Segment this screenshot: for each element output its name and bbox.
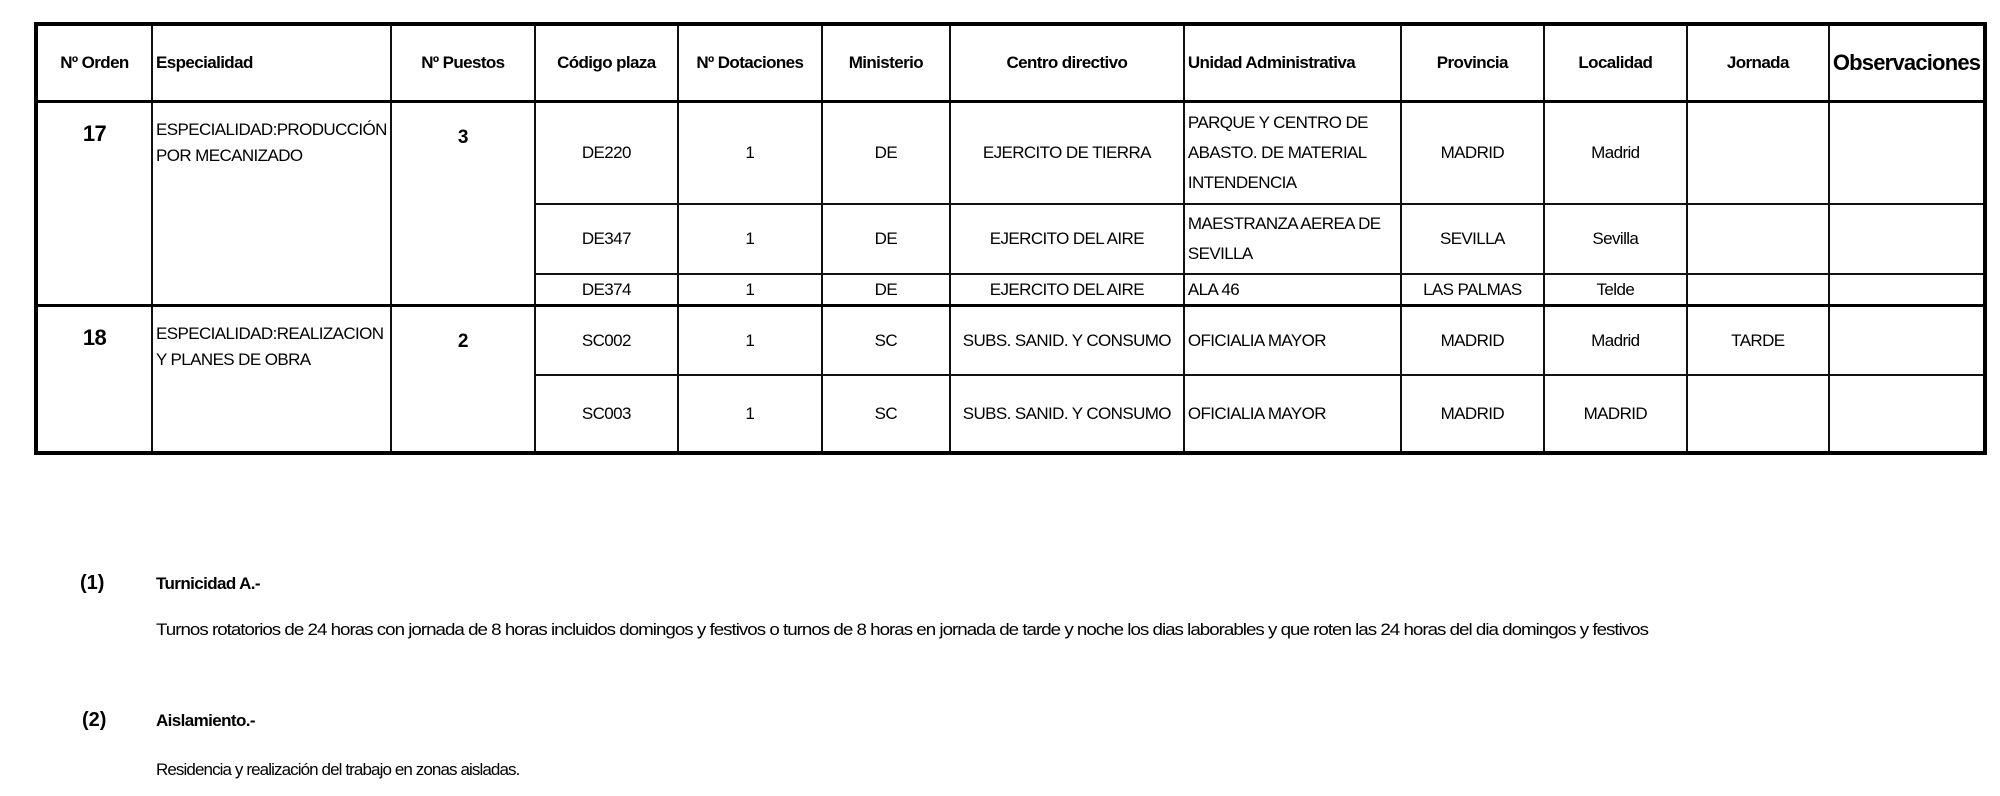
dotaciones-cell: 1 — [678, 306, 822, 376]
dotaciones-cell: 1 — [678, 102, 822, 205]
header-codigo: Código plaza — [535, 24, 678, 102]
centro-cell: EJERCITO DEL AIRE — [950, 274, 1184, 306]
jornada-cell — [1687, 375, 1829, 453]
note-2-number: (2) — [82, 709, 107, 731]
codigo-cell: DE374 — [535, 274, 678, 306]
header-localidad: Localidad — [1544, 24, 1687, 102]
table-row — [36, 306, 1985, 376]
localidad-cell: Madrid — [1544, 102, 1687, 205]
note-2-title: Aislamiento.- — [156, 711, 255, 730]
note-1-title: Turnicidad A.- — [156, 574, 260, 593]
dotaciones-cell: 1 — [678, 204, 822, 274]
ministerio-cell: DE — [822, 204, 950, 274]
centro-cell: SUBS. SANID. Y CONSUMO — [950, 306, 1184, 376]
provincia-cell: MADRID — [1401, 306, 1544, 376]
centro-cell: SUBS. SANID. Y CONSUMO — [950, 375, 1184, 453]
observaciones-cell — [1829, 274, 1985, 306]
provincia-cell: MADRID — [1401, 102, 1544, 205]
localidad-cell: Sevilla — [1544, 204, 1687, 274]
codigo-cell: DE220 — [535, 102, 678, 205]
observaciones-cell — [1829, 375, 1985, 453]
localidad-cell: Madrid — [1544, 306, 1687, 376]
header-centro: Centro directivo — [950, 24, 1184, 102]
header-jornada: Jornada — [1687, 24, 1829, 102]
header-dotaciones: Nº Dotaciones — [678, 24, 822, 102]
codigo-cell: SC002 — [535, 306, 678, 376]
orden-cell: 18 — [36, 306, 152, 454]
centro-cell: EJERCITO DE TIERRA — [950, 102, 1184, 205]
ministerio-cell: SC — [822, 306, 950, 376]
unidad-cell: MAESTRANZA AEREA DE SEVILLA — [1184, 204, 1401, 274]
jornada-cell — [1687, 102, 1829, 205]
unidad-cell: ALA 46 — [1184, 274, 1401, 306]
header-provincia: Provincia — [1401, 24, 1544, 102]
ministerio-cell: SC — [822, 375, 950, 453]
header-unidad: Unidad Administrativa — [1184, 24, 1401, 102]
localidad-cell: MADRID — [1544, 375, 1687, 453]
header-orden: Nº Orden — [36, 24, 152, 102]
centro-cell: EJERCITO DEL AIRE — [950, 204, 1184, 274]
table-row — [36, 102, 1985, 205]
codigo-cell: SC003 — [535, 375, 678, 453]
ministerio-cell: DE — [822, 274, 950, 306]
codigo-cell: DE347 — [535, 204, 678, 274]
dotaciones-cell: 1 — [678, 274, 822, 306]
unidad-cell: OFICIALIA MAYOR — [1184, 306, 1401, 376]
jornada-cell — [1687, 204, 1829, 274]
provincia-cell: MADRID — [1401, 375, 1544, 453]
header-puestos: Nº Puestos — [391, 24, 535, 102]
orden-cell: 17 — [36, 102, 152, 306]
note-1-number: (1) — [80, 572, 105, 594]
observaciones-cell — [1829, 102, 1985, 205]
dotaciones-cell: 1 — [678, 375, 822, 453]
provincia-cell: SEVILLA — [1401, 204, 1544, 274]
unidad-cell: OFICIALIA MAYOR — [1184, 375, 1401, 453]
header-row — [36, 24, 1985, 102]
observaciones-cell — [1829, 306, 1985, 376]
especialidad-cell: ESPECIALIDAD:PRODUCCIÓN POR MECANIZADO — [152, 102, 391, 306]
plazas-table — [34, 22, 1987, 455]
puestos-cell: 2 — [391, 306, 535, 454]
jornada-cell: TARDE — [1687, 306, 1829, 376]
especialidad-cell: ESPECIALIDAD:REALIZACION Y PLANES DE OBRA — [152, 306, 391, 454]
unidad-cell: PARQUE Y CENTRO DE ABASTO. DE MATERIAL INTENDENCIA — [1184, 102, 1401, 205]
provincia-cell: LAS PALMAS — [1401, 274, 1544, 306]
header-especialidad: Especialidad — [152, 24, 391, 102]
header-ministerio: Ministerio — [822, 24, 950, 102]
observaciones-cell — [1829, 204, 1985, 274]
localidad-cell: Telde — [1544, 274, 1687, 306]
jornada-cell — [1687, 274, 1829, 306]
note-2-text: Residencia y realización del trabajo en zonas aisladas. — [156, 760, 520, 779]
header-observaciones: Observaciones — [1829, 24, 1985, 102]
note-1-text: Turnos rotatorios de 24 horas con jornada de 8 horas incluidos domingos y festivos o turnos de 8 horas en jornada de tarde y noche los dias laborables y que roten las 24 horas del dia domingos y festivos — [156, 620, 1648, 639]
puestos-cell: 3 — [391, 102, 535, 306]
ministerio-cell: DE — [822, 102, 950, 205]
